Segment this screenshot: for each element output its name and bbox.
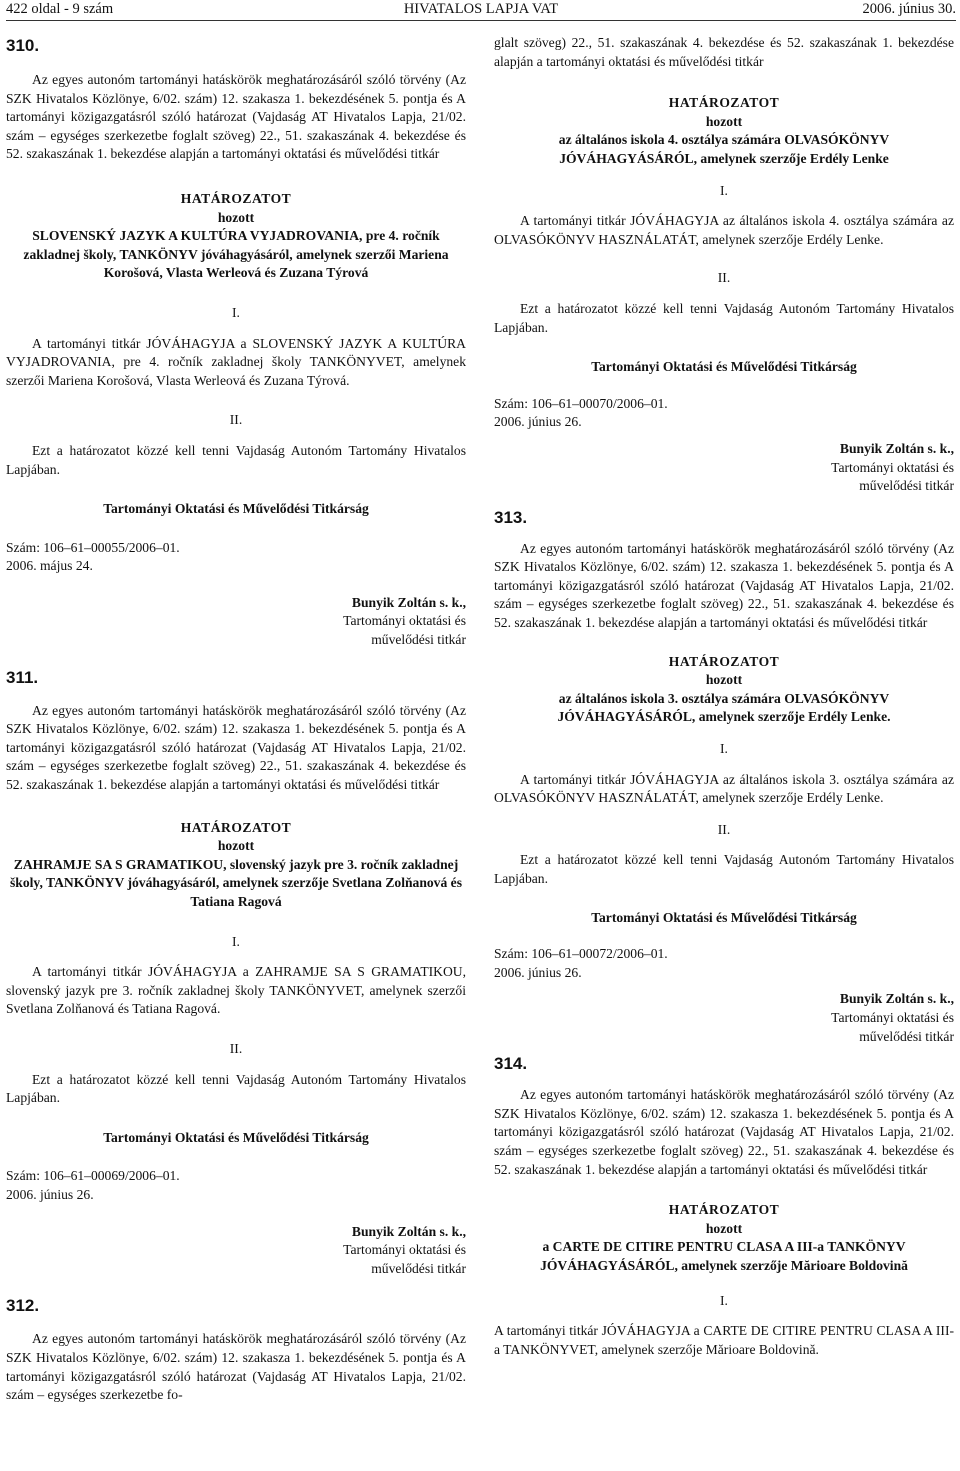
decision-body: A tartományi titkár JÓVÁHAGYJA az általános iskola 3. osztálya számára az OLVASÓKÖNYV HASZNÁLATÁT, amelynek szerzője Erdély Lenke. (494, 771, 954, 806)
page-number: 422 oldal - 9 szám (6, 1, 114, 17)
reference-number: Szám: 106–61–00055/2006–01. (6, 539, 180, 555)
page-header (6, 0, 956, 18)
section-313 (494, 508, 954, 1046)
right-column (494, 34, 954, 1359)
left-column (6, 34, 466, 1405)
header-rule (6, 20, 956, 21)
roman-numeral: I. (720, 1292, 728, 1308)
signature-block (6, 1223, 466, 1279)
decision-hozott: hozott (217, 209, 255, 225)
authority-name: Tartományi Oktatási és Művelődési Titkárság (103, 501, 369, 517)
signatory-role: Tartományi oktatási és (831, 459, 954, 475)
preamble: Az egyes autonóm tartományi hatáskörök meghatározásáról szóló törvény (Az SZK Hivatalos Közlönye, 6/02. szám) 12. szakasza 1. bekezdésének 5. pontja és A tartományi közigazgatásról szóló határozat (Vajdaság AT Hivatalos Lapja, 21/02. szám – egységes szerkezetbe foglalt szöveg) 22., 51. szakaszának 4. bekezdése és 52. szakaszának 1. bekezdése alapján a tartományi oktatási és művelődési titkár (494, 1087, 954, 1177)
issue-date: 2006. június 30. (862, 1, 956, 17)
roman-numeral: I. (232, 933, 240, 949)
signatory-name: Bunyik Zoltán s. k., (351, 594, 466, 610)
roman-numeral: II. (717, 821, 731, 837)
decision-subject: az általános iskola 3. osztálya számára OLVASÓKÖNYV JÓVÁHAGYÁSÁRÓL, amelynek szerzője Erdély Lenke. (557, 690, 891, 725)
signature-block (494, 440, 954, 496)
authority-name: Tartományi Oktatási és Művelődési Titkárság (591, 909, 857, 925)
reference-date: 2006. június 26. (494, 964, 582, 980)
preamble: Az egyes autonóm tartományi hatáskörök meghatározásáról szóló törvény (Az SZK Hivatalos Közlönye, 6/02. szám) 12. szakasza 1. bekezdésének 5. pontja és A tartományi közigazgatásról szóló határozat (Vajdaság AT Hivatalos Lapja, 21/02. szám – egységes szerkezetbe fo- (6, 1331, 466, 1403)
reference-number: Szám: 106–61–00069/2006–01. (6, 1168, 180, 1184)
decision-hozott: hozott (705, 672, 743, 688)
decision-subject: ZAHRAMJE SA S GRAMATIKOU, slovenský jazyk pre 3. ročník zakladnej školy, TANKÖNYV jóváhagyásáról, amelynek szerzője Svetlana Zolňanová és Tatiana Ragová (10, 856, 462, 909)
decision-subject: SLOVENSKÝ JAZYK A KULTÚRA VYJADROVANIA, pre 4. ročník zakladnej školy, TANKÖNYV jóváhagyásáról, amelynek szerzői Mariena Korošová, Vlasta Werleová és Zuzana Týrová (23, 228, 449, 281)
section-314 (494, 1054, 954, 1359)
publish-note: Ezt a határozatot közzé kell tenni Vajdaság Autonóm Tartomány Hivatalos Lapjában. (494, 852, 954, 886)
roman-numeral: I. (720, 182, 728, 198)
preamble: Az egyes autonóm tartományi hatáskörök meghatározásáról szóló törvény (Az SZK Hivatalos Közlönye, 6/02. szám) 12. szakasza 1. bekezdésének 5. pontja és A tartományi közigazgatásról szóló határozat (Vajdaság AT Hivatalos Lapja, 21/02. szám – egységes szerkezetbe foglalt szöveg) 22., 51. szakaszának 4. bekezdése és 52. szakaszának 1. bekezdése alapján a tartományi oktatási és művelődési titkár (6, 72, 466, 162)
publish-note: Ezt a határozatot közzé kell tenni Vajdaság Autonóm Tartomány Hivatalos Lapjában. (494, 300, 954, 335)
publish-note: Ezt a határozatot közzé kell tenni Vajdaság Autonóm Tartomány Hivatalos Lapjában. (6, 1071, 466, 1106)
signatory-role: művelődési titkár (859, 1028, 954, 1044)
roman-numeral: II. (229, 1040, 243, 1056)
section-number: 313. (494, 507, 528, 527)
section-311 (6, 668, 466, 1279)
roman-numeral: II. (229, 412, 243, 428)
preamble: Az egyes autonóm tartományi hatáskörök meghatározásáról szóló törvény (Az SZK Hivatalos Közlönye, 6/02. szám) 12. szakasza 1. bekezdésének 5. pontja és A tartományi közigazgatásról szóló határozat (Vajdaság AT Hivatalos Lapja, 21/02. szám – egységes szerkezetbe foglalt szöveg) 22., 51. szakaszának 4. bekezdése és 52. szakaszának 1. bekezdése alapján a tartományi oktatási és művelődési titkár (6, 702, 466, 793)
signatory-role: Tartományi oktatási és (343, 1242, 466, 1258)
signatory-name: Bunyik Zoltán s. k., (351, 1223, 466, 1239)
signatory-role: művelődési titkár (859, 478, 954, 494)
decision-subject: az általános iskola 4. osztálya számára OLVASÓKÖNYV JÓVÁHAGYÁSÁRÓL, amelynek szerzője Erdély Lenke (558, 132, 890, 166)
section-312-continued (494, 34, 954, 496)
decision-body: A tartományi titkár JÓVÁHAGYJA a ZAHRAMJE SA S GRAMATIKOU, slovenský jazyk pre 3. ročník zakladnej školy TANKÖNYVET, amelynek szerzői Svetlana Zolňanová és Tatiana Ragová. (6, 964, 466, 1017)
signatory-name: Bunyik Zoltán s. k., (839, 991, 954, 1007)
signatory-role: Tartományi oktatási és (343, 613, 466, 629)
decision-title: HATÁROZATOT (668, 653, 780, 669)
roman-numeral: II. (717, 270, 731, 286)
signature-block (494, 990, 954, 1046)
decision-title: HATÁROZATOT (180, 190, 292, 206)
decision-hozott: hozott (705, 113, 743, 129)
signatory-name: Bunyik Zoltán s. k., (839, 440, 954, 456)
reference-date: 2006. május 24. (6, 558, 93, 574)
signatory-role: művelődési titkár (371, 1260, 466, 1276)
roman-numeral: I. (720, 741, 728, 757)
publish-note: Ezt a határozatot közzé kell tenni Vajdaság Autonóm Tartomány Hivatalos Lapjában. (6, 442, 466, 477)
section-number: 310. (6, 36, 40, 55)
preamble: Az egyes autonóm tartományi hatáskörök meghatározásáról szóló törvény (Az SZK Hivatalos Közlönye, 6/02. szám) 12. szakasza 1. bekezdésének 5. pontja és A tartományi közigazgatásról szóló határozat (Vajdaság AT Hivatalos Lapja, 21/02. szám – egységes szerkezetbe foglalt szöveg) 22., 51. szakaszának 4. bekezdése és 52. szakaszának 1. bekezdése alapján a tartományi oktatási és művelődési titkár (494, 540, 954, 631)
decision-body: A tartományi titkár JÓVÁHAGYJA az általános iskola 4. osztálya számára az OLVASÓKÖNYV HASZNÁLATÁT, amelynek szerzője Erdély Lenke. (494, 213, 954, 247)
roman-numeral: I. (232, 304, 240, 320)
decision-hozott: hozott (217, 838, 255, 854)
decision-body: A tartományi titkár JÓVÁHAGYJA a CARTE DE CITIRE PENTRU CLASA A III-a TANKÖNYVET, amelynek szerzője Mărioare Boldovină. (494, 1323, 954, 1357)
reference-date: 2006. június 26. (494, 414, 582, 430)
signatory-role: művelődési titkár (371, 632, 466, 648)
decision-subject: a CARTE DE CITIRE PENTRU CLASA A III-a TANKÖNYV JÓVÁHAGYÁSÁRÓL, amelynek szerzője Mărioare Boldovină (540, 1239, 908, 1273)
preamble-continued: glalt szöveg) 22., 51. szakaszának 4. bekezdése és 52. szakaszának 1. bekezdése alapján a tartományi oktatási és művelődési titkár (494, 35, 954, 69)
section-312-start (6, 1296, 466, 1404)
reference-number: Szám: 106–61–00072/2006–01. (494, 946, 668, 962)
decision-title: HATÁROZATOT (668, 1202, 780, 1218)
decision-title: HATÁROZATOT (180, 819, 292, 835)
decision-hozott: hozott (705, 1220, 743, 1236)
reference-date: 2006. június 26. (6, 1186, 94, 1202)
signature-block (6, 594, 466, 650)
section-310 (6, 36, 466, 650)
decision-body: A tartományi titkár JÓVÁHAGYJA a SLOVENSKÝ JAZYK A KULTÚRA VYJADROVANIA, pre 4. ročník zakladnej školy TANKÖNYVET, amelynek szerzői Mariena Korošová, Vlasta Werleová és Zuzana Týrová. (6, 335, 466, 388)
journal-title: HIVATALOS LAPJA VAT (403, 1, 559, 17)
section-number: 314. (494, 1054, 528, 1074)
reference-number: Szám: 106–61–00070/2006–01. (494, 395, 668, 411)
signatory-role: Tartományi oktatási és (831, 1009, 954, 1025)
authority-name: Tartományi Oktatási és Művelődési Titkárság (591, 359, 857, 375)
section-number: 311. (6, 667, 39, 687)
authority-name: Tartományi Oktatási és Művelődési Titkárság (103, 1129, 369, 1145)
section-number: 312. (6, 1296, 40, 1316)
decision-title: HATÁROZATOT (668, 95, 780, 111)
